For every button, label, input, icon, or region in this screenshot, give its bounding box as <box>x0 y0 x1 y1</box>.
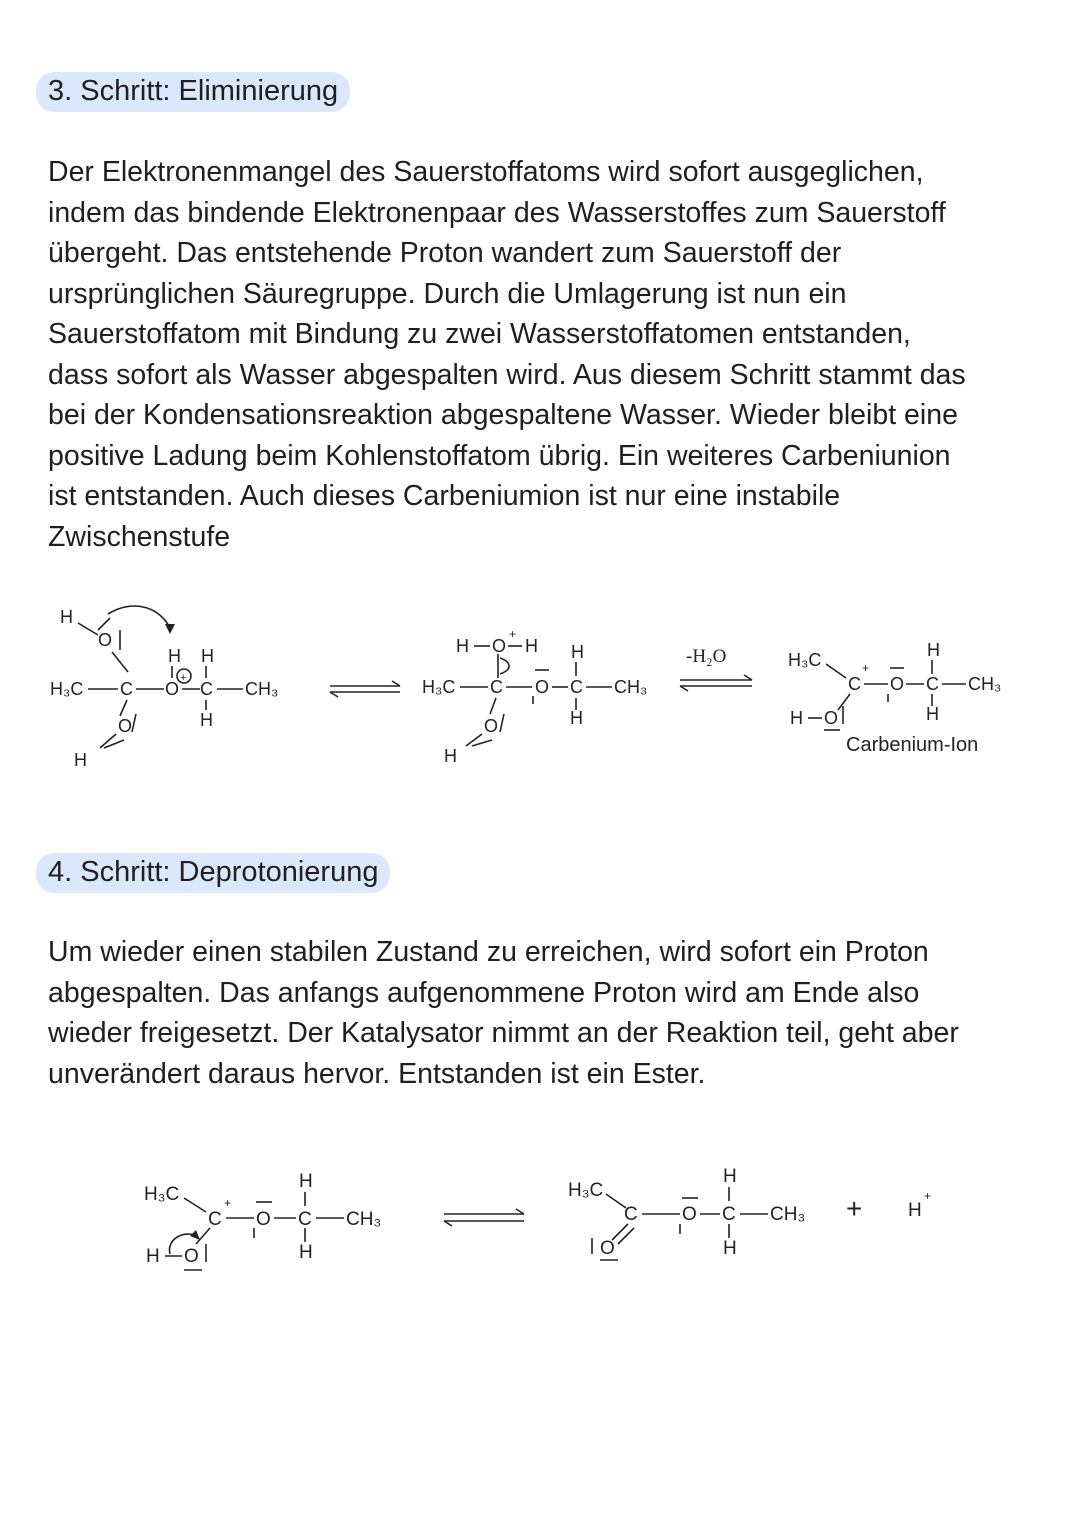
svg-text:H₃C: H₃C <box>788 650 822 670</box>
step3-line: dass sofort als Wasser abgespalten wird. Aus diesem Schritt stammt das <box>48 358 966 391</box>
svg-text:+: + <box>509 627 517 641</box>
equilibrium-arrow-water-loss <box>680 646 752 691</box>
svg-text:O: O <box>256 1209 271 1230</box>
molecule-ester <box>568 1166 931 1260</box>
svg-text:O: O <box>492 636 507 656</box>
svg-text:O: O <box>118 716 133 736</box>
step4-line: wieder freigesetzt. Der Katalysator nimmt an der Reaktion teil, geht aber <box>48 1017 959 1049</box>
svg-text:+: + <box>924 1189 932 1203</box>
svg-text:+: + <box>224 1196 232 1210</box>
svg-text:H: H <box>790 708 803 728</box>
svg-text:C: C <box>208 1209 222 1230</box>
svg-text:C: C <box>624 1204 638 1225</box>
svg-text:H: H <box>299 1242 313 1263</box>
svg-text:C: C <box>490 677 503 697</box>
step3-line: ursprünglichen Säuregruppe. Durch die Umlagerung ist nun ein <box>48 277 847 310</box>
svg-text:H: H <box>299 1171 313 1192</box>
molecule-intermediate <box>50 606 278 770</box>
step3-heading: 3. Schritt: Eliminierung <box>36 72 350 112</box>
step4-line: Um wieder einen stabilen Zustand zu erreichen, wird sofort ein Proton <box>48 936 929 968</box>
svg-text:H₃C: H₃C <box>50 679 84 699</box>
svg-text:CH₃: CH₃ <box>770 1204 806 1225</box>
svg-text:O: O <box>184 1246 199 1267</box>
svg-text:H: H <box>74 750 87 770</box>
arrow-label: -H₂O <box>686 646 727 667</box>
svg-text:C: C <box>722 1204 736 1225</box>
step3-line: ist entstanden. Auch dieses Carbeniumion ist nur eine instabile <box>48 480 841 512</box>
svg-text:H: H <box>723 1238 737 1259</box>
svg-text:O: O <box>165 679 180 699</box>
svg-text:O: O <box>535 677 550 697</box>
step3-line: Sauerstoffatom mit Bindung zu zwei Wasserstoffatomen entstanden, <box>48 318 911 350</box>
step3-paragraph <box>48 152 1038 557</box>
svg-text:C: C <box>570 677 583 697</box>
svg-text:O: O <box>682 1204 697 1225</box>
svg-text:C: C <box>848 674 861 694</box>
svg-text:+: + <box>180 672 187 684</box>
plus-sign: + <box>846 1193 863 1224</box>
step3-line: Zwischenstufe <box>48 520 231 553</box>
equilibrium-arrow <box>330 681 400 697</box>
step4-paragraph <box>48 932 1038 1094</box>
svg-text:H: H <box>525 636 538 656</box>
svg-text:H: H <box>200 710 213 730</box>
svg-text:C: C <box>120 679 133 699</box>
svg-text:H: H <box>444 746 457 766</box>
step3-line: indem das bindende Elektronenpaar des Wasserstoffes zum Sauerstoff <box>48 196 946 229</box>
svg-text:H₃C: H₃C <box>144 1184 180 1205</box>
step3-line: bei der Kondensationsreaktion abgespaltene Wasser. Wieder bleibt eine <box>48 399 958 431</box>
svg-text:CH₃: CH₃ <box>614 677 648 697</box>
step3-line: übergeht. Das entstehende Proton wandert zum Sauerstoff der <box>48 237 842 269</box>
svg-text:H: H <box>201 646 214 666</box>
svg-text:H: H <box>146 1246 160 1267</box>
molecule-carbenium-ion <box>788 640 1001 756</box>
svg-text:O: O <box>600 1238 615 1259</box>
step4-line: abgespalten. Das anfangs aufgenommene Proton wird am Ende also <box>48 976 920 1009</box>
molecule-water-leaving <box>422 627 647 766</box>
step3-line: Der Elektronenmangel des Sauerstoffatoms wird sofort ausgeglichen, <box>48 156 924 188</box>
svg-text:+: + <box>862 661 870 675</box>
svg-text:CH₃: CH₃ <box>968 674 1002 694</box>
molecule-carbenium-reactant <box>144 1171 381 1270</box>
svg-text:O: O <box>890 674 905 694</box>
svg-text:H: H <box>168 646 181 666</box>
step4-line: unverändert daraus hervor. Entstanden ist ein Ester. <box>48 1057 706 1090</box>
svg-text:C: C <box>926 674 939 694</box>
svg-text:H: H <box>723 1166 737 1187</box>
step4-reaction-scheme <box>0 1150 1080 1290</box>
svg-text:C: C <box>298 1209 312 1230</box>
svg-text:C: C <box>200 679 213 699</box>
svg-text:CH₃: CH₃ <box>346 1209 382 1230</box>
svg-text:H₃C: H₃C <box>422 677 456 697</box>
svg-text:H: H <box>570 708 583 728</box>
svg-text:H: H <box>926 704 939 724</box>
svg-text:H₃C: H₃C <box>568 1180 604 1201</box>
svg-text:O: O <box>98 630 113 650</box>
svg-text:O: O <box>824 708 839 728</box>
equilibrium-arrow <box>444 1209 524 1226</box>
svg-text:O: O <box>484 716 499 736</box>
svg-text:H: H <box>60 607 73 627</box>
svg-text:CH₃: CH₃ <box>245 679 279 699</box>
proton: H <box>908 1200 922 1221</box>
step3-line: positive Ladung beim Kohlenstoffatom übrig. Ein weiteres Carbeniunion <box>48 439 951 472</box>
step4-heading: 4. Schritt: Deprotonierung <box>36 853 390 893</box>
step3-reaction-scheme <box>0 590 1080 790</box>
product-label: Carbenium-Ion <box>846 734 979 756</box>
svg-text:H: H <box>456 636 469 656</box>
svg-text:H: H <box>571 642 584 662</box>
svg-text:H: H <box>927 640 940 660</box>
